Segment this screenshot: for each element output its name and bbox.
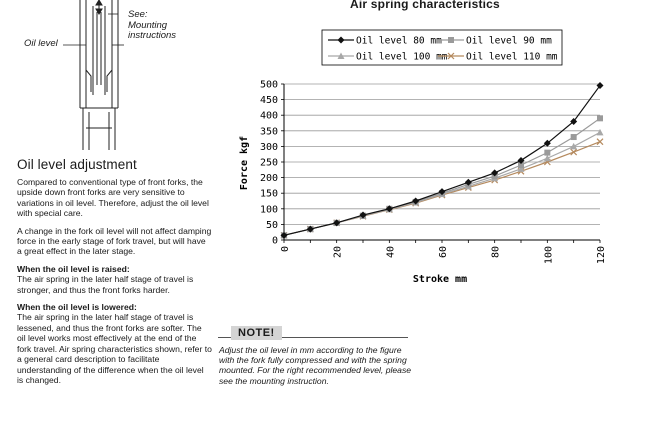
- see-label: See:: [128, 9, 148, 20]
- paragraph-1: Compared to conventional type of front forks, the upside down front forks are very sensitive to variations in oil level. Therefore, adjust the oil level with special care.: [17, 177, 209, 219]
- chart-axes: [260, 80, 607, 265]
- data-point: [544, 155, 551, 162]
- chart-title: Air spring characteristics: [350, 0, 500, 11]
- y-tick-label: 250: [259, 157, 278, 169]
- y-tick-label: 0: [271, 235, 278, 247]
- section-body: [17, 177, 212, 392]
- x-tick-label: 20: [332, 246, 344, 259]
- legend-label: Oil level 90 mm: [466, 35, 552, 47]
- y-tick-label: 300: [259, 141, 278, 153]
- y-tick-label: 200: [259, 173, 278, 185]
- series-line-2: [284, 132, 600, 235]
- y-tick-label: 500: [259, 79, 278, 91]
- series-line-1: [284, 118, 600, 235]
- raised-block: [17, 264, 212, 295]
- data-point: [597, 115, 603, 121]
- raised-heading: When the oil level is raised:: [17, 263, 130, 274]
- x-tick-label: 0: [280, 246, 291, 253]
- legend-label: Oil level 80 mm: [356, 35, 442, 47]
- legend-label: Oil level 110 mm: [466, 51, 558, 63]
- lowered-block: [17, 302, 212, 385]
- section-title: Oil level adjustment: [17, 157, 137, 172]
- y-axis-label: Force kgf: [239, 135, 250, 191]
- note-text: Adjust the oil level in mm according to the figure with the fork fully compressed and with the spring mounted. For the right recommended level, please see the mounting instruction.: [219, 345, 412, 386]
- note-badge: NOTE!: [231, 326, 282, 340]
- data-point: [597, 129, 604, 136]
- instructions-label: instructions: [128, 30, 177, 41]
- x-axis-label: Stroke mm: [412, 274, 468, 285]
- x-tick-label: 80: [490, 246, 502, 259]
- see-mounting-caption: [128, 10, 176, 42]
- chart-series: [281, 82, 604, 239]
- x-tick-label: 60: [438, 246, 449, 259]
- oil-level-label: Oil level: [24, 38, 58, 49]
- paragraph-2: A change in the fork oil level will not affect damping force in the early stage of fork travel, but will have a great effect in the later stage.: [17, 225, 212, 257]
- air-spring-chart: [230, 28, 635, 290]
- lowered-heading: When the oil level is lowered:: [17, 302, 137, 313]
- mounting-label: Mounting: [128, 19, 168, 31]
- y-tick-label: 450: [259, 95, 278, 107]
- y-tick-label: 100: [259, 204, 278, 216]
- data-point: [544, 150, 550, 156]
- x-tick-label: 100: [543, 246, 555, 265]
- y-tick-label: 400: [259, 110, 278, 122]
- legend-marker: [448, 37, 454, 43]
- y-tick-label: 150: [259, 188, 278, 200]
- y-tick-label: 50: [265, 219, 278, 231]
- lowered-text: The air spring in the later half stage of travel is lessened, and thus the front forks are softer. The oil level works most effectively at the end of the fork travel. Air spring characteristics shown, refer to a general card description to facilitate understanding of the difference when the oil level is changed.: [17, 312, 212, 385]
- raised-text: The air spring in the later half stage of travel is stronger, and thus the front forks harder.: [17, 274, 194, 295]
- chart-legend: [322, 30, 562, 65]
- x-tick-label: 40: [385, 246, 397, 259]
- chart-grid: [284, 84, 600, 224]
- legend-label: Oil level 100 mm: [356, 51, 448, 63]
- x-tick-label: 120: [596, 246, 607, 265]
- y-tick-label: 350: [259, 126, 278, 138]
- data-point: [571, 134, 577, 140]
